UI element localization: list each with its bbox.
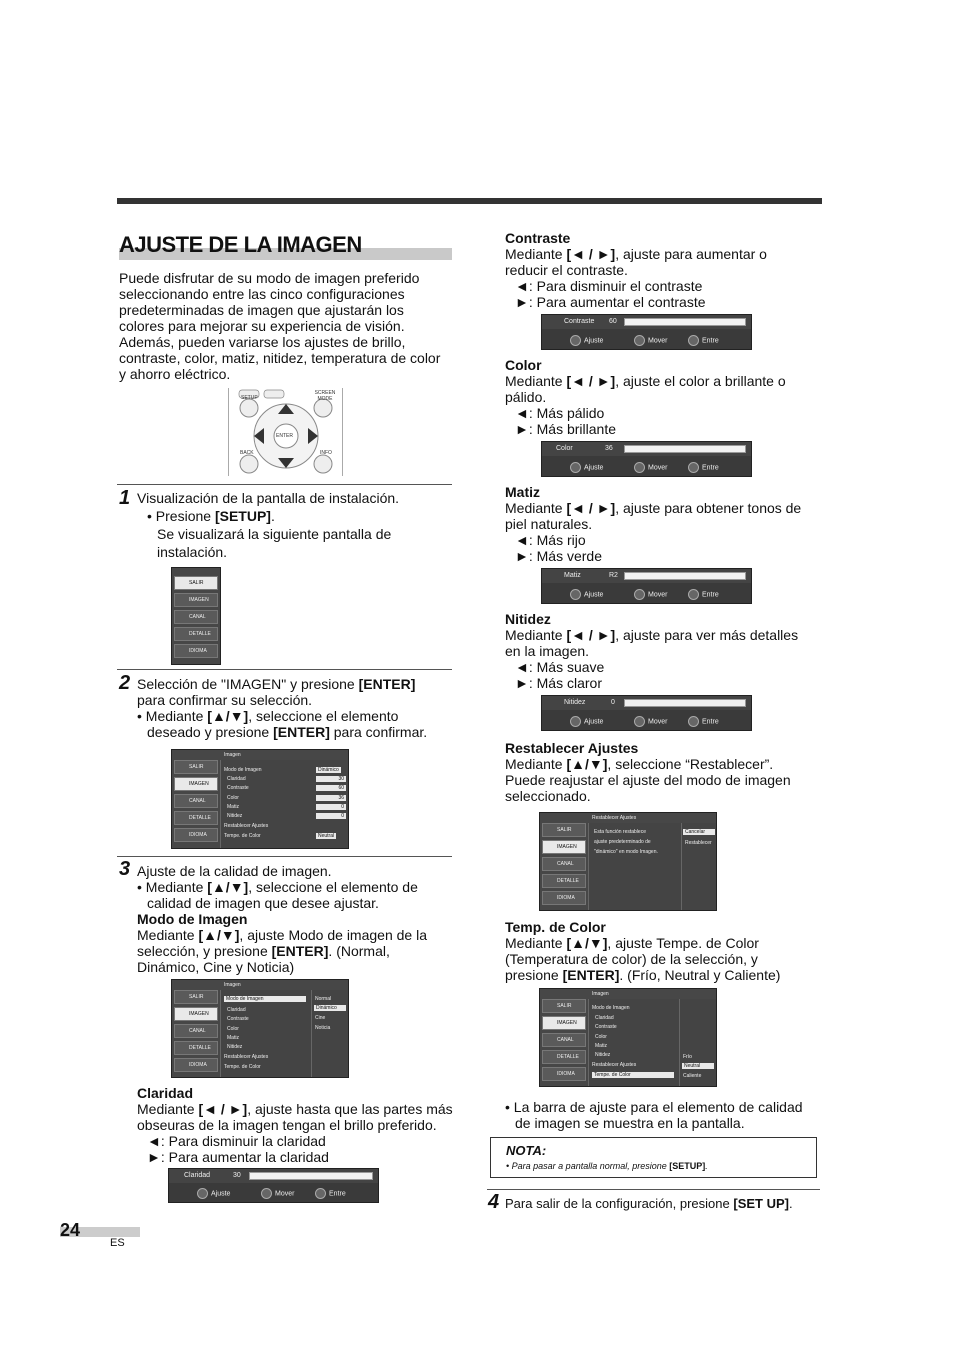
step-number: 2 bbox=[119, 672, 131, 694]
menu-item-salir[interactable]: SALIR bbox=[542, 823, 586, 837]
matiz-slider[interactable] bbox=[624, 572, 746, 580]
top-rule bbox=[117, 198, 822, 204]
imagen-panel: Imagen Modo de Imagen Claridad Contraste Color Matiz Nitidez Restablecer Ajustes Tempe. de Color Dinámico 30 60 36 0 0 Neutral bbox=[220, 760, 348, 848]
menu-item-salir[interactable]: SALIR bbox=[542, 999, 586, 1013]
claridad-section: Claridad Mediante [◄ / ►], ajuste hasta que las partes más obseuras de la imagen tengan el brillo preferido. ◄: Para disminuir la claridad ►: Para aumentar la claridad bbox=[137, 1085, 453, 1165]
intro-paragraph: Puede disfrutar de su modo de imagen preferido seleccionando entre las cinco configuraciones predeterminadas de imagen que ajustarán los colores para mejorar su experiencia de visión. Además, pueden variarse los ajustes de brillo, contraste, color, matiz, nitidez, temperatura de color y ahorro eléctrico. bbox=[119, 270, 441, 382]
step3-text: Ajuste de la calidad de imagen. • Mediante [▲/▼], seleccione el elemento de calidad de imagen que desee ajustar. Modo de Imagen Mediante [▲/▼], ajuste Modo de imagen de la selección, y presione [ENTER]. (Normal, Dinámico, Cine y Noticia) bbox=[137, 863, 427, 975]
nitidez-section: Nitidez Mediante [◄ / ►], ajuste para ver más detalles en la imagen. ◄: Más suave ►: Más claror bbox=[505, 611, 799, 691]
screen-mode-key-label: SCREEN MODE bbox=[314, 390, 336, 402]
menu-item-detalle[interactable]: DETALLE bbox=[542, 874, 586, 888]
menu-item-canal[interactable]: CANAL bbox=[174, 610, 218, 624]
menu-item-detalle[interactable]: DETALLE bbox=[174, 811, 218, 825]
menu-item-idioma[interactable]: IDIOMA bbox=[542, 1067, 586, 1081]
menu-item-salir[interactable]: SALIR bbox=[174, 760, 218, 774]
page-number: 24 bbox=[60, 1220, 81, 1240]
step-number: 4 bbox=[488, 1191, 500, 1213]
restablecer-section: Restablecer Ajustes Mediante [▲/▼], seleccione “Restablecer”. Puede reajustar el ajuste del modo de imagen seleccionado. bbox=[505, 740, 791, 804]
menu-item-imagen[interactable]: IMAGEN bbox=[174, 593, 218, 607]
menu-item-canal[interactable]: CANAL bbox=[174, 794, 218, 808]
language-code: ES bbox=[110, 1237, 125, 1249]
claridad-adjust-bar: Claridad 30 Ajuste Mover Entre bbox=[168, 1168, 379, 1203]
nitidez-adjust-bar: Nitidez 0 Ajuste Mover Entre bbox=[541, 695, 752, 731]
divider bbox=[487, 1189, 820, 1190]
menu-item-imagen[interactable]: IMAGEN bbox=[542, 840, 586, 854]
step4-text: Para salir de la configuración, presione [SET UP]. bbox=[505, 1196, 793, 1211]
ajuste-icon bbox=[570, 716, 581, 727]
menu-icon bbox=[688, 335, 699, 346]
step-number: 1 bbox=[119, 487, 131, 509]
menu-icon bbox=[688, 462, 699, 473]
menu-item-detalle[interactable]: DETALLE bbox=[174, 1041, 218, 1055]
menu-item-salir[interactable]: SALIR bbox=[174, 990, 218, 1004]
menu-item-canal[interactable]: CANAL bbox=[542, 1033, 586, 1047]
remote-illustration bbox=[228, 388, 343, 476]
claridad-slider[interactable] bbox=[249, 1172, 373, 1180]
mover-icon bbox=[634, 462, 645, 473]
matiz-adjust-bar: Matiz R2 Ajuste Mover Entre bbox=[541, 568, 752, 604]
temp-section: Temp. de Color Mediante [▲/▼], ajuste Tempe. de Color (Temperatura de color) de la selección, y presione [ENTER]. (Frío, Neutral y Caliente) bbox=[505, 919, 781, 983]
menu-icon bbox=[315, 1188, 326, 1199]
cancelar-option[interactable]: Cancelar bbox=[683, 829, 715, 835]
restablecer-option[interactable]: Restablecer bbox=[685, 840, 712, 846]
menu-icon bbox=[688, 716, 699, 727]
ajuste-icon bbox=[197, 1188, 208, 1199]
menu-item-canal[interactable]: CANAL bbox=[174, 1024, 218, 1038]
restablecer-menu-screen bbox=[539, 812, 717, 911]
temp-menu-screen bbox=[539, 988, 717, 1087]
imagen-menu-screen bbox=[171, 749, 349, 849]
contraste-slider[interactable] bbox=[624, 318, 746, 326]
restablecer-panel: Restablecer Ajustes Esta función restablece ajuste predeterminado de "dinámico" en modo Imagen. Cancelar Restablecer bbox=[588, 823, 716, 910]
setup-menu-screen bbox=[171, 567, 221, 665]
ajuste-icon bbox=[570, 589, 581, 600]
info-key-label: INFO bbox=[320, 450, 332, 456]
modo-panel: Imagen Modo de Imagen Claridad Contraste Color Matiz Nitidez Restablecer Ajustes Tempe. de Color Normal Dinámico Cine Noticia bbox=[220, 990, 348, 1077]
color-section: Color Mediante [◄ / ►], ajuste el color a brillante o pálido. ◄: Más pálido ►: Más brillante bbox=[505, 357, 786, 437]
divider bbox=[117, 856, 452, 857]
mover-icon bbox=[634, 335, 645, 346]
divider bbox=[117, 669, 452, 670]
bullet-note: • La barra de ajuste para el elemento de calidad de imagen se muestra en la pantalla. bbox=[505, 1099, 803, 1131]
setup-key-label: SETUP bbox=[241, 395, 258, 401]
menu-item-salir[interactable]: SALIR bbox=[174, 576, 218, 590]
menu-item-idioma[interactable]: IDIOMA bbox=[174, 1058, 218, 1072]
nota-text: • Para pasar a pantalla normal, presione [SETUP]. bbox=[506, 1161, 708, 1171]
matiz-section: Matiz Mediante [◄ / ►], ajuste para obtener tonos de piel naturales. ◄: Más rijo ►: Más verde bbox=[505, 484, 802, 564]
menu-item-imagen[interactable]: IMAGEN bbox=[174, 1007, 218, 1021]
mover-icon bbox=[634, 589, 645, 600]
back-key-label: BACK bbox=[240, 450, 254, 456]
mover-icon bbox=[634, 716, 645, 727]
menu-item-idioma[interactable]: IDIOMA bbox=[174, 828, 218, 842]
menu-icon bbox=[688, 589, 699, 600]
contraste-adjust-bar: Contraste 60 Ajuste Mover Entre bbox=[541, 314, 752, 350]
nitidez-slider[interactable] bbox=[624, 699, 746, 707]
contraste-section: Contraste Mediante [◄ / ►], ajuste para aumentar o reducir el contraste. ◄: Para disminuir el contraste ►: Para aumentar el contraste bbox=[505, 230, 767, 310]
menu-item-canal[interactable]: CANAL bbox=[542, 857, 586, 871]
temp-panel: Imagen Modo de Imagen Claridad Contraste Color Matiz Nitidez Restablecer Ajustes Tempe. de Color Frío Neutral Caliente bbox=[588, 999, 716, 1086]
ajuste-icon bbox=[570, 335, 581, 346]
nota-box bbox=[490, 1137, 817, 1178]
menu-item-imagen[interactable]: IMAGEN bbox=[174, 777, 218, 791]
menu-item-idioma[interactable]: IDIOMA bbox=[542, 891, 586, 905]
step-number: 3 bbox=[119, 858, 131, 880]
color-slider[interactable] bbox=[624, 445, 746, 453]
divider bbox=[117, 484, 452, 485]
modo-menu-screen bbox=[171, 979, 349, 1078]
step2-text: Selección de "IMAGEN" y presione [ENTER] para confirmar su selección. • Mediante [▲/▼], seleccione el elemento deseado y presione [ENTER] para confirmar. bbox=[137, 676, 428, 740]
enter-key-label: ENTER bbox=[276, 433, 293, 439]
step1-text: Visualización de la pantalla de instalación. • Presione [SETUP]. Se visualizará la siguiente pantalla de instalación. bbox=[137, 490, 400, 560]
color-adjust-bar: Color 36 Ajuste Mover Entre bbox=[541, 441, 752, 477]
page-title: AJUSTE DE LA IMAGEN bbox=[119, 232, 362, 257]
mover-icon bbox=[261, 1188, 272, 1199]
menu-item-detalle[interactable]: DETALLE bbox=[174, 627, 218, 641]
menu-item-idioma[interactable]: IDIOMA bbox=[174, 644, 218, 658]
ajuste-icon bbox=[570, 462, 581, 473]
menu-item-imagen[interactable]: IMAGEN bbox=[542, 1016, 586, 1030]
nota-heading: NOTA: bbox=[506, 1143, 547, 1158]
menu-item-detalle[interactable]: DETALLE bbox=[542, 1050, 586, 1064]
